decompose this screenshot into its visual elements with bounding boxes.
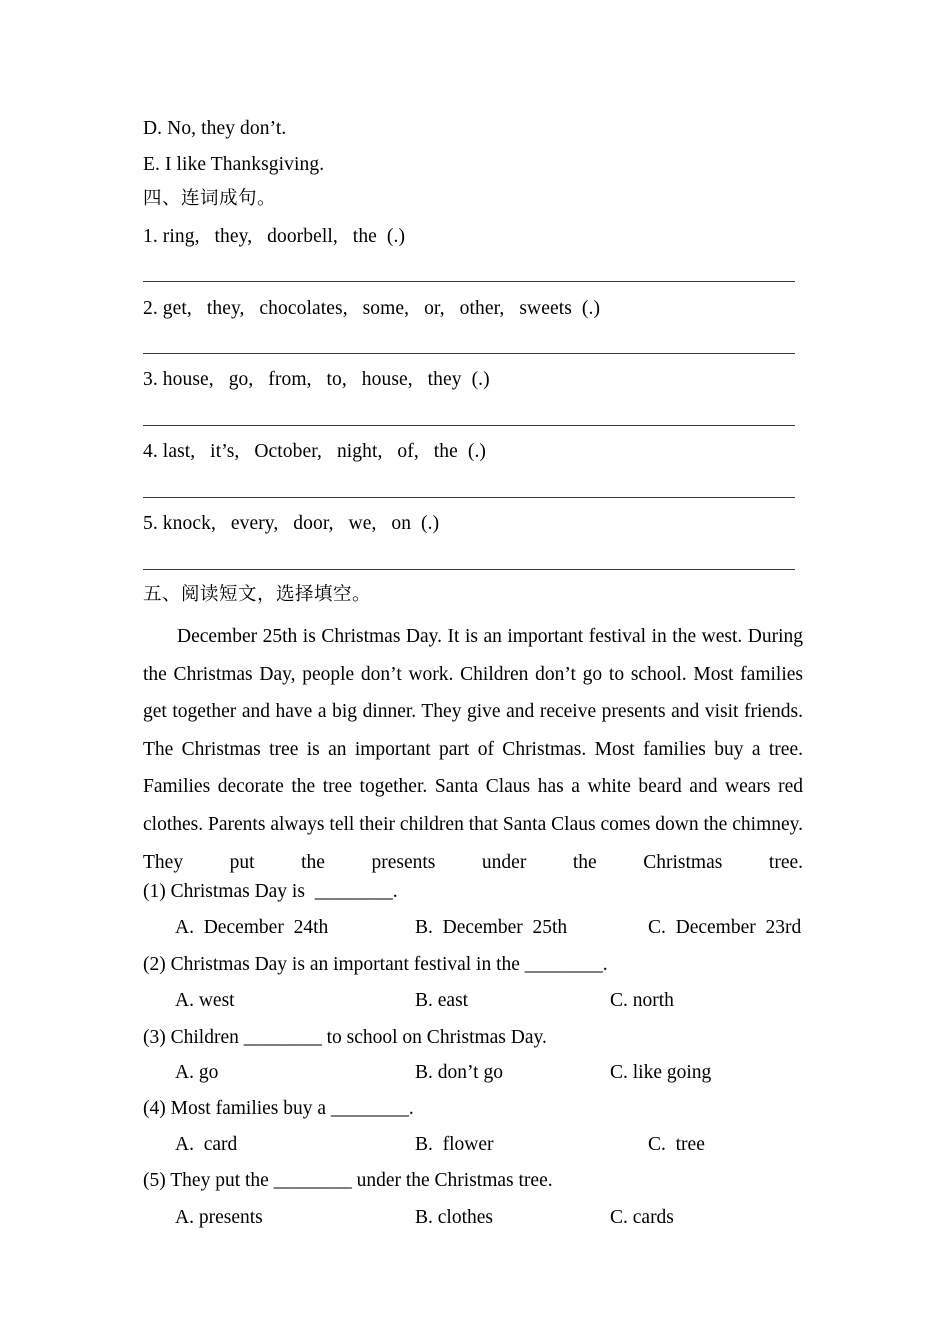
worksheet-page xyxy=(143,0,803,1344)
question-1-option-b[interactable]: B. December 25th xyxy=(415,917,568,938)
question-5-stem: (5) They put the ________ under the Christmas tree. xyxy=(143,1170,553,1191)
question-1-stem: (1) Christmas Day is ________. xyxy=(143,881,398,902)
word-order-item-2: 2. get, they, chocolates, some, or, other, sweets (.) xyxy=(143,298,601,319)
question-3-options xyxy=(143,1063,803,1087)
question-2-option-a[interactable]: A. west xyxy=(175,990,235,1011)
question-5-option-c[interactable]: C. cards xyxy=(610,1207,674,1228)
answer-line-5[interactable] xyxy=(143,569,795,570)
question-5-option-a[interactable]: A. presents xyxy=(175,1207,263,1228)
section-five-heading: 五、阅读短文，选择填空。 xyxy=(143,584,372,605)
question-2-option-b[interactable]: B. east xyxy=(415,990,469,1011)
question-4-stem: (4) Most families buy a ________. xyxy=(143,1098,414,1119)
question-1-options xyxy=(143,918,803,942)
section-four-heading: 四、连词成句。 xyxy=(143,188,277,209)
question-2-options xyxy=(143,991,803,1015)
question-1-option-c[interactable]: C. December 23rd xyxy=(648,917,802,938)
answer-line-4[interactable] xyxy=(143,497,795,498)
answer-line-2[interactable] xyxy=(143,353,795,354)
matching-option-e: E. I like Thanksgiving. xyxy=(143,154,325,175)
question-3-stem: (3) Children ________ to school on Christmas Day. xyxy=(143,1027,547,1048)
reading-passage: December 25th is Christmas Day. It is an important festival in the west. During the Christmas Day, people don’t work. Children don’t go to school. Most families get together and have a big dinner. They give and receive presents and visit friends. The Christmas tree is an important part of Christmas. Most families buy a tree. Families decorate the tree together. Santa Claus has a white beard and wears red clothes. Parents always tell their children that Santa Claus comes down the chimney. They put the presents under the Christmas tree. xyxy=(143,626,803,873)
question-4-options xyxy=(143,1135,803,1159)
word-order-item-3: 3. house, go, from, to, house, they (.) xyxy=(143,369,490,390)
matching-option-d: D. No, they don’t. xyxy=(143,118,287,139)
word-order-item-4: 4. last, it’s, October, night, of, the (.) xyxy=(143,441,487,462)
question-2-option-c[interactable]: C. north xyxy=(610,990,674,1011)
question-2-stem: (2) Christmas Day is an important festival in the ________. xyxy=(143,954,608,975)
question-3-option-a[interactable]: A. go xyxy=(175,1062,219,1083)
word-order-item-1: 1. ring, they, doorbell, the (.) xyxy=(143,226,406,247)
word-order-item-5: 5. knock, every, door, we, on (.) xyxy=(143,513,440,534)
answer-line-1[interactable] xyxy=(143,281,795,282)
question-4-option-a[interactable]: A. card xyxy=(175,1134,238,1155)
question-3-option-b[interactable]: B. don’t go xyxy=(415,1062,503,1083)
answer-line-3[interactable] xyxy=(143,425,795,426)
question-3-option-c[interactable]: C. like going xyxy=(610,1062,712,1083)
question-5-option-b[interactable]: B. clothes xyxy=(415,1207,493,1228)
question-4-option-c[interactable]: C. tree xyxy=(648,1134,705,1155)
question-1-option-a[interactable]: A. December 24th xyxy=(175,917,329,938)
question-4-option-b[interactable]: B. flower xyxy=(415,1134,494,1155)
question-5-options xyxy=(143,1208,803,1232)
